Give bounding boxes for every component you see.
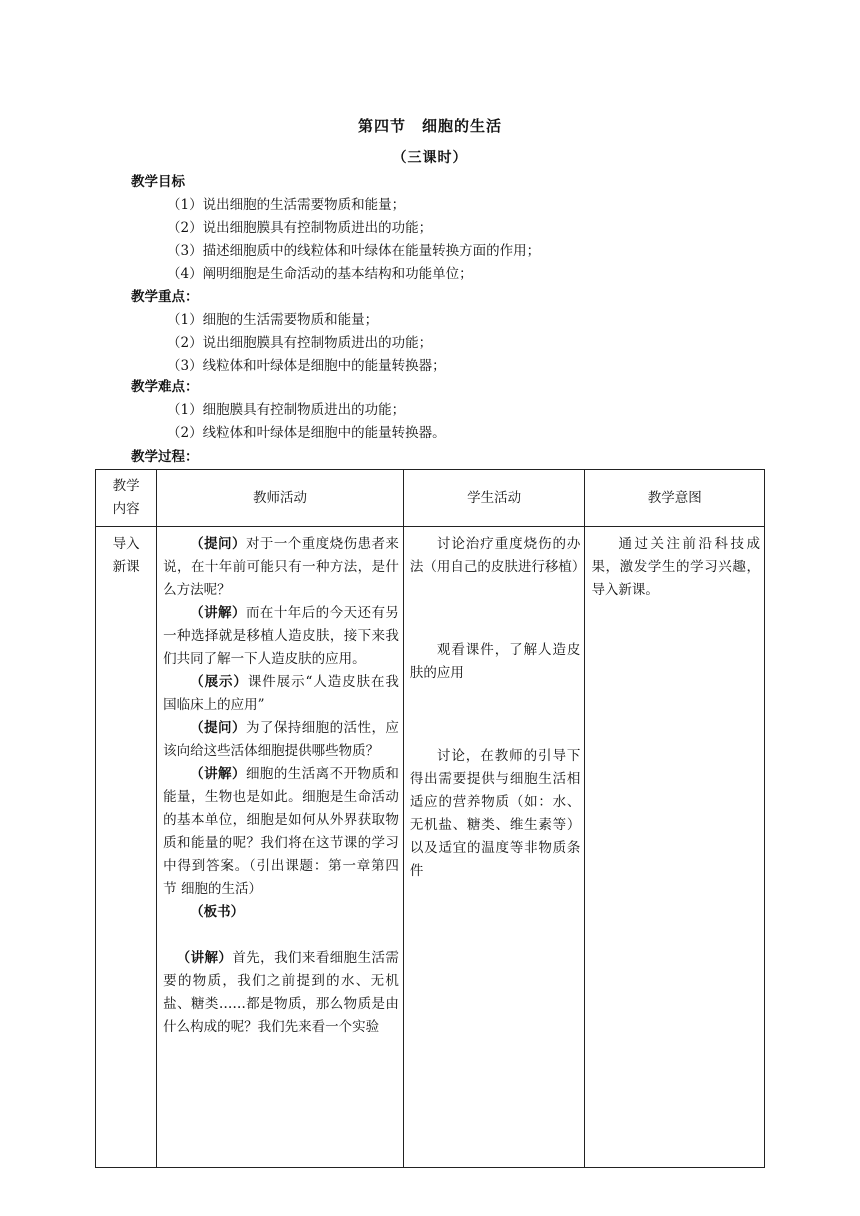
objective-item: （2）说出细胞膜具有控制物质进出的功能； <box>167 220 433 236</box>
cell-intent <box>585 527 765 1168</box>
page-subtitle: （三课时） <box>392 150 468 166</box>
cell-student <box>403 527 585 1168</box>
table-row <box>96 527 765 1168</box>
teacher-paragraph: （讲解）首先，我们来看细胞生活需要的物质，我们之前提到的水、无机盐、糖类……都是物质，那么物质是由什么构成的呢？我们先来看一个实验 <box>163 950 399 1035</box>
key-point-item: （2）说出细胞膜具有控制物质进出的功能； <box>167 335 433 351</box>
student-paragraph: 讨论，在教师的引导下得出需要提供与细胞生活相适应的营养物质（如：水、无机盐、糖类、维生素等）以及适宜的温度等非物质条件 <box>409 748 581 879</box>
header-student: 学生活动 <box>403 470 585 527</box>
cell-content: 导入 新课 <box>96 527 157 1168</box>
intent-paragraph: 通过关注前沿科技成果，激发学生的学习兴趣，导入新课。 <box>591 536 760 598</box>
teacher-paragraph: （板书） <box>190 904 245 920</box>
difficulty-item: （2）线粒体和叶绿体是细胞中的能量转换器。 <box>167 425 446 441</box>
cell-teacher <box>157 527 404 1168</box>
objective-item: （4）阐明细胞是生命活动的基本结构和功能单位； <box>167 266 473 282</box>
objective-item: （3）描述细胞质中的线粒体和叶绿体在能量转换方面的作用； <box>167 243 541 259</box>
difficulty-item: （1）细胞膜具有控制物质进出的功能； <box>167 402 406 418</box>
teacher-paragraph: （提问）为了保持细胞的活性，应该向给这些活体细胞提供哪些物质？ <box>163 720 399 759</box>
process-table <box>95 469 765 1168</box>
teacher-paragraph: （展示）课件展示“人造皮肤在我国临床上的应用” <box>163 674 399 713</box>
teacher-paragraph: （讲解）细胞的生活离不开物质和能量，生物也是如此。细胞是生命活动的基本单位，细胞是如何从外界获取物质和能量的呢？我们将在这节课的学习中得到答案。（引出课题：第一章第四节 细胞的生活） <box>163 766 399 897</box>
key-point-item: （1）细胞的生活需要物质和能量； <box>167 312 379 328</box>
process-heading: 教学过程： <box>131 449 199 465</box>
page-title: 第四节 细胞的生活 <box>357 117 502 135</box>
teacher-paragraph: （讲解）而在十年后的今天还有另一种选择就是移植人造皮肤，接下来我们共同了解一下人造皮肤的应用。 <box>163 605 399 667</box>
objectives-section <box>131 171 781 286</box>
header-content: 教学 内容 <box>96 470 157 527</box>
key-points-section <box>131 286 781 378</box>
table-header-row <box>96 470 765 527</box>
header-intent: 教学意图 <box>585 470 765 527</box>
objectives-heading: 教学目标 <box>131 174 185 190</box>
header-teacher: 教师活动 <box>157 470 404 527</box>
teacher-paragraph: （提问）对于一个重度烧伤患者来说，在十年前可能只有一种方法，是什么方法呢？ <box>163 536 399 598</box>
student-paragraph: 观看课件，了解人造皮肤的应用 <box>409 642 581 681</box>
difficulties-section <box>131 376 781 445</box>
key-points-heading: 教学重点： <box>131 289 199 305</box>
difficulties-heading: 教学难点： <box>131 379 199 395</box>
process-section <box>131 446 781 469</box>
key-point-item: （3）线粒体和叶绿体是细胞中的能量转换器； <box>167 358 446 374</box>
student-paragraph: 讨论治疗重度烧伤的办法（用自己的皮肤进行移植） <box>409 536 586 575</box>
objective-item: （1）说出细胞的生活需要物质和能量； <box>167 197 406 213</box>
